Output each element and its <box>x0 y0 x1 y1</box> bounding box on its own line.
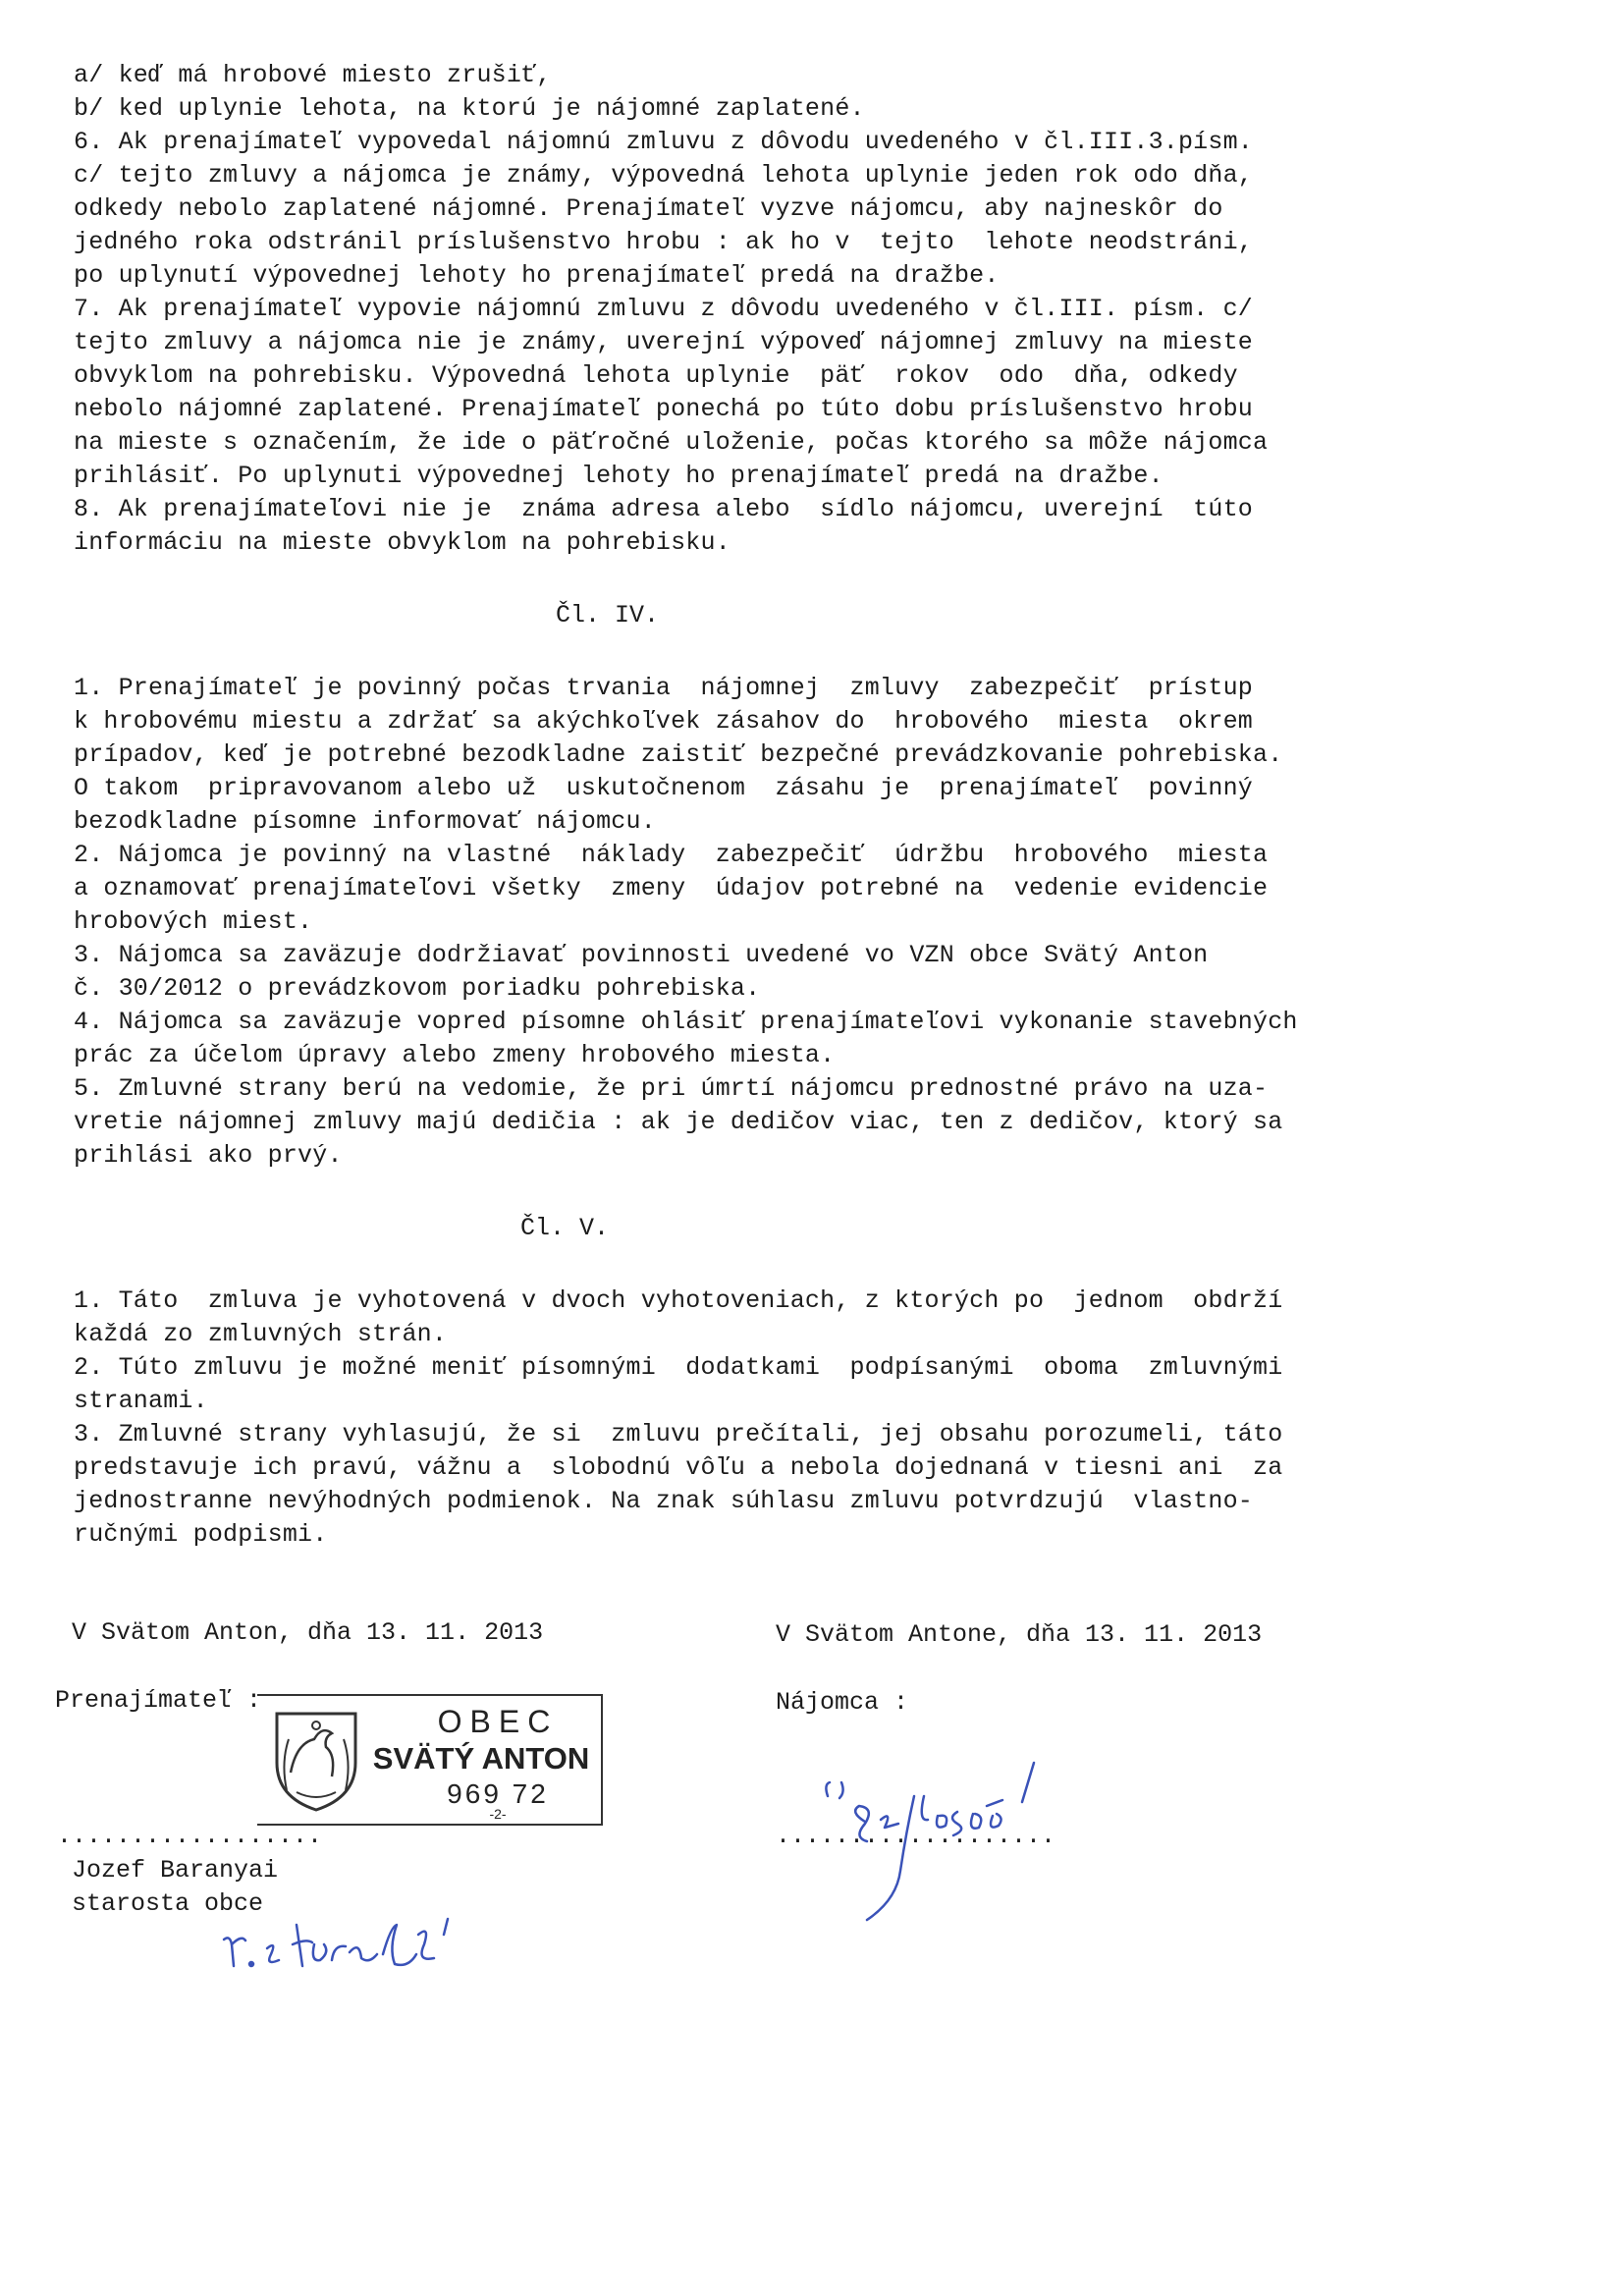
municipal-stamp <box>257 1694 603 1826</box>
text-line: c/ tejto zmluvy a nájomca je známy, výpovedná lehota uplynie jeden rok odo dňa, <box>74 161 1253 190</box>
left-place-date: V Svätom Anton, dňa 13. 11. 2013 <box>72 1618 544 1647</box>
text-line: 3. Nájomca sa zaväzuje dodržiavať povinnosti uvedené vo VZN obce Svätý Anton <box>74 941 1209 969</box>
text-line: k hrobovému miestu a zdržať sa akýchkoľvek zásahov do hrobového miesta okrem <box>74 707 1253 736</box>
tenant-handwritten-signature <box>820 1753 1055 1925</box>
text-line: ručnými podpismi. <box>74 1520 328 1549</box>
text-line: 5. Zmluvné strany berú na vedomie, že pri úmrtí nájomcu prednostné právo na uza- <box>74 1074 1269 1103</box>
text-line: 1. Táto zmluva je vyhotovená v dvoch vyhotoveniach, z ktorých po jednom obdrží <box>74 1286 1283 1315</box>
text-line: 7. Ak prenajímateľ vypovie nájomnú zmluvu z dôvodu uvedeného v čl.III. písm. c/ <box>74 295 1253 323</box>
stamp-line-obec: OBEC <box>437 1704 559 1739</box>
text-line: a/ keď má hrobové miesto zrušiť, <box>74 61 552 89</box>
text-line: informáciu na mieste obvyklom na pohrebisku. <box>74 528 730 557</box>
tenant-label: Nájomca : <box>776 1688 909 1717</box>
text-line: stranami. <box>74 1387 208 1415</box>
right-signature-line: ................... <box>776 1822 1056 1850</box>
text-line: 2. Nájomca je povinný na vlastné náklady zabezpečiť údržbu hrobového miesta <box>74 841 1269 869</box>
text-line: nebolo nájomné zaplatené. Prenajímateľ ponechá po túto dobu príslušenstvo hrobu <box>74 395 1253 423</box>
text-line: a oznamovať prenajímateľovi všetky zmeny údajov potrebné na vedenie evidencie <box>74 874 1269 902</box>
landlord-handwritten-signature <box>216 1905 501 1984</box>
text-line: tejto zmluvy a nájomca nie je známy, uverejní výpoveď nájomnej zmluvy na mieste <box>74 328 1253 356</box>
text-line: prihlási ako prvý. <box>74 1141 343 1170</box>
text-line: 4. Nájomca sa zaväzuje vopred písomne ohlásiť prenajímateľovi vykonanie stavebných <box>74 1008 1298 1036</box>
text-line: prípadov, keď je potrebné bezodkladne zaistiť bezpečné prevádzkovanie pohrebiska. <box>74 740 1283 769</box>
text-line: č. 30/2012 o prevádzkovom poriadku pohrebiska. <box>74 974 761 1003</box>
article-v-heading: Čl. V. <box>520 1214 610 1242</box>
text-line: O takom pripravovanom alebo už uskutočnenom zásahu je prenajímateľ povinný <box>74 774 1253 802</box>
article-iv-heading: Čl. IV. <box>556 601 660 629</box>
text-line: jedného roka odstránil príslušenstvo hrobu : ak ho v tejto lehote neodstráni, <box>74 228 1253 256</box>
text-line: po uplynutí výpovednej lehoty ho prenajímateľ predá na dražbe. <box>74 261 1000 290</box>
text-line: prihlásiť. Po uplynuti výpovednej lehoty ho prenajímateľ predá na dražbe. <box>74 462 1163 490</box>
text-line: vretie nájomnej zmluvy majú dedičia : ak je dedičov viac, ten z dedičov, ktorý sa <box>74 1108 1283 1136</box>
text-line: bezodkladne písomne informovať nájomcu. <box>74 807 656 836</box>
coat-of-arms-icon <box>267 1704 365 1814</box>
text-line: hrobových miest. <box>74 907 313 936</box>
stamp-line-number: -2- <box>489 1806 507 1822</box>
stamp-line-name: SVÄTÝ ANTON <box>372 1741 590 1776</box>
right-place-date: V Svätom Antone, dňa 13. 11. 2013 <box>776 1620 1263 1649</box>
text-line: prác za účelom úpravy alebo zmeny hrobového miesta. <box>74 1041 836 1069</box>
text-line: 6. Ak prenajímateľ vypovedal nájomnú zmluvu z dôvodu uvedeného v čl.III.3.písm. <box>74 128 1253 156</box>
text-line: jednostranne nevýhodných podmienok. Na znak súhlasu zmluvu potvrdzujú vlastno- <box>74 1487 1253 1515</box>
text-line: predstavuje ich pravú, vážnu a slobodnú vôľu a nebola dojednaná v tiesni ani za <box>74 1453 1283 1482</box>
text-line: odkedy nebolo zaplatené nájomné. Prenajímateľ vyzve nájomcu, aby najneskôr do <box>74 194 1223 223</box>
text-line: b/ ked uplynie lehota, na ktorú je nájomné zaplatené. <box>74 94 865 123</box>
text-line: každá zo zmluvných strán. <box>74 1320 448 1348</box>
landlord-label: Prenajímateľ : <box>55 1686 262 1715</box>
text-line: 3. Zmluvné strany vyhlasujú, že si zmluvu prečítali, jej obsahu porozumeli, táto <box>74 1420 1283 1449</box>
text-line: 8. Ak prenajímateľovi nie je známa adresa alebo sídlo nájomcu, uverejní túto <box>74 495 1253 523</box>
text-line: 1. Prenajímateľ je povinný počas trvania nájomnej zmluvy zabezpečiť prístup <box>74 674 1253 702</box>
landlord-title: starosta obce <box>72 1889 264 1918</box>
text-line: obvyklom na pohrebisku. Výpovedná lehota uplynie päť rokov odo dňa, odkedy <box>74 361 1238 390</box>
stamp-line-postal: 969 72 <box>447 1778 549 1809</box>
text-line: 2. Túto zmluvu je možné meniť písomnými dodatkami podpísanými oboma zmluvnými <box>74 1353 1283 1382</box>
landlord-name: Jozef Baranyai <box>72 1856 279 1885</box>
text-line: na mieste s označením, že ide o päťročné uloženie, počas ktorého sa môže nájomca <box>74 428 1269 457</box>
left-signature-line: .................. <box>57 1822 323 1850</box>
